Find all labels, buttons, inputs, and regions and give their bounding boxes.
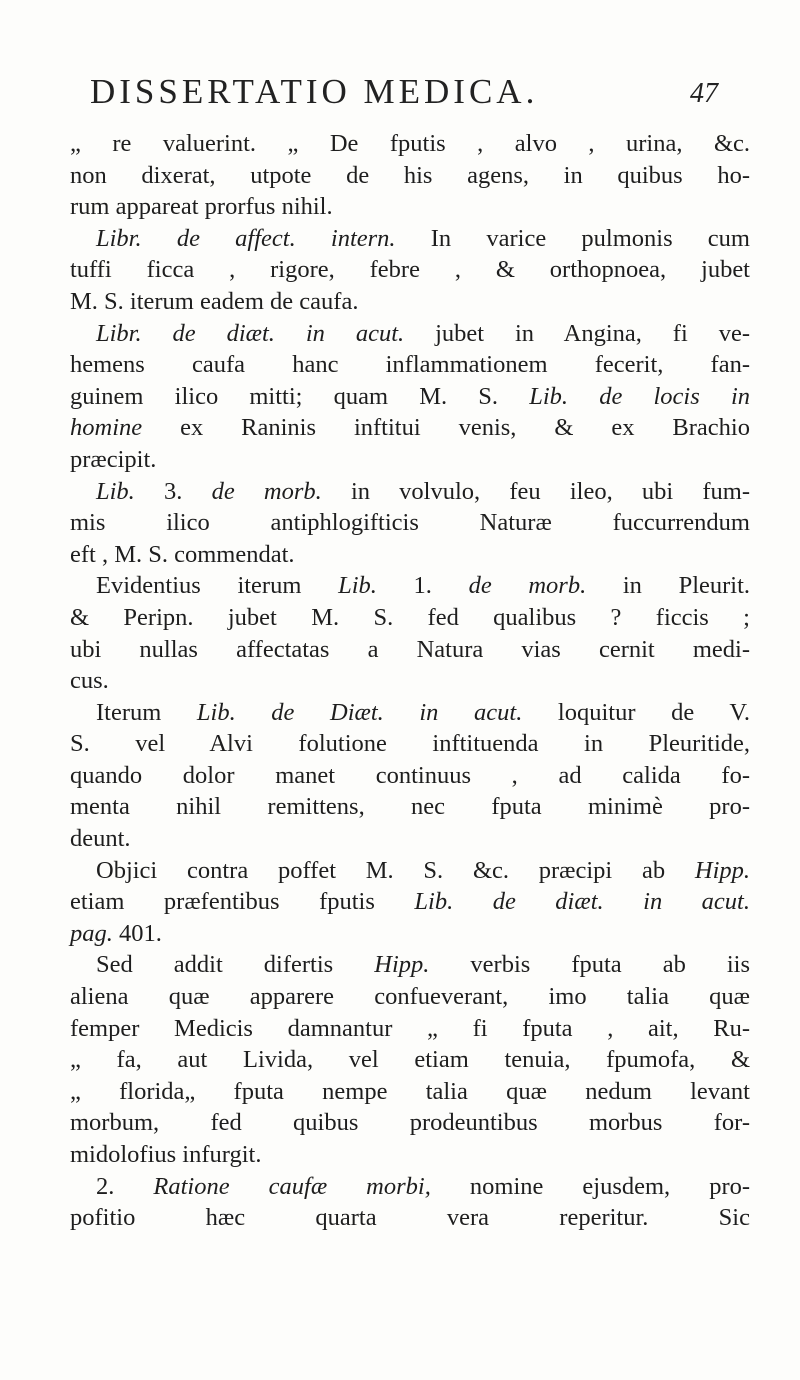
- text-segment: eft , M. S. commendat.: [70, 540, 295, 568]
- text-line: [70, 791, 750, 823]
- text-line: [70, 760, 750, 792]
- text-segment: nomine ejusdem, pro-: [430, 1172, 751, 1200]
- text-segment: rum appareat prorfus nihil.: [70, 193, 333, 221]
- text-line: [70, 286, 750, 318]
- text-segment: morbum, fed quibus prodeuntibus morbus for-: [70, 1109, 750, 1137]
- text-line: [70, 602, 750, 634]
- text-line: [70, 444, 750, 476]
- text-line: [70, 254, 750, 286]
- text-segment: „ fa, aut Livida, vel etiam tenuia, fpumofa, &: [70, 1046, 750, 1074]
- italic-text-segment: Lib.: [96, 477, 135, 505]
- italic-text-segment: Libr. de diæt. in acut.: [96, 319, 405, 347]
- text-line: [70, 1013, 750, 1045]
- body-text: [70, 128, 750, 1234]
- text-line: [70, 981, 750, 1013]
- text-line: [70, 1044, 750, 1076]
- text-segment: cus.: [70, 667, 109, 695]
- text-segment: 401.: [112, 919, 162, 947]
- italic-text-segment: Libr. de affect. intern.: [96, 224, 396, 252]
- text-line: [70, 1171, 750, 1203]
- text-segment: verbis fputa ab iis: [429, 951, 750, 979]
- text-line: [70, 634, 750, 666]
- text-line: [70, 539, 750, 571]
- text-line: [70, 570, 750, 602]
- text-segment: Evidentius iterum: [96, 572, 339, 600]
- italic-text-segment: Lib. de diæt. in acut.: [414, 888, 750, 916]
- italic-text-segment: pag.: [70, 919, 113, 947]
- text-line: [70, 128, 750, 160]
- text-line: [70, 191, 750, 223]
- text-segment: in volvulo, feu ileo, ubi fum-: [321, 477, 751, 505]
- text-segment: hemens caufa hanc inflammationem fecerit, fan-: [70, 351, 750, 379]
- text-segment: In varice pulmonis cum: [395, 224, 750, 252]
- text-segment: ex Raninis inftitui venis, & ex Brachio: [142, 414, 750, 442]
- text-segment: quando dolor manet continuus , ad calida fo-: [70, 761, 750, 789]
- text-line: [70, 665, 750, 697]
- page-number: 47: [690, 78, 718, 109]
- page-header: [0, 72, 800, 120]
- text-line: [70, 697, 750, 729]
- text-line: [70, 160, 750, 192]
- text-line: [70, 918, 750, 950]
- text-segment: M. S. iterum eadem de caufa.: [70, 287, 359, 315]
- text-line: [70, 1139, 750, 1171]
- text-line: [70, 223, 750, 255]
- text-line: [70, 412, 750, 444]
- italic-text-segment: de morb.: [468, 572, 587, 600]
- italic-text-segment: Lib. de Diæt. in acut.: [196, 698, 523, 726]
- text-segment: loquitur de V.: [522, 698, 751, 726]
- text-segment: „ florida„ fputa nempe talia quæ nedum levant: [70, 1077, 750, 1105]
- text-line: [70, 476, 750, 508]
- text-segment: midolofius infurgit.: [70, 1141, 262, 1168]
- running-title: DISSERTATIO MEDICA.: [90, 72, 539, 111]
- italic-text-segment: de morb.: [211, 477, 322, 505]
- text-segment: in Pleurit.: [586, 572, 751, 600]
- text-line: [70, 1076, 750, 1108]
- text-segment: 1.: [376, 572, 469, 600]
- text-segment: ubi nullas affectatas a Natura vias cernit medi-: [70, 635, 750, 663]
- text-line: [70, 728, 750, 760]
- text-segment: deunt.: [70, 825, 131, 853]
- italic-text-segment: Lib.: [338, 572, 377, 600]
- text-line: [70, 318, 750, 350]
- text-segment: aliena quæ apparere confueverant, imo talia quæ: [70, 983, 750, 1011]
- text-line: [70, 855, 750, 887]
- text-segment: Sed addit difertis: [96, 951, 375, 979]
- text-segment: guinem ilico mitti; quam M. S.: [70, 382, 530, 410]
- italic-text-segment: Hipp.: [694, 856, 750, 884]
- text-segment: 2.: [96, 1172, 154, 1200]
- text-segment: jubet in Angina, fi ve-: [404, 319, 750, 347]
- text-segment: non dixerat, utpote de his agens, in quibus ho-: [70, 161, 750, 189]
- text-segment: præcipit.: [70, 445, 157, 473]
- text-line: [70, 949, 750, 981]
- text-segment: Iterum: [96, 698, 197, 726]
- text-line: [70, 823, 750, 855]
- italic-text-segment: Hipp.: [374, 951, 430, 979]
- text-segment: Objici contra poffet M. S. &c. præcipi ab: [96, 856, 695, 884]
- text-line: [70, 507, 750, 539]
- text-segment: pofitio hæc quarta vera reperitur. Sic: [70, 1204, 750, 1232]
- text-segment: & Peripn. jubet M. S. fed qualibus ? ficcis ;: [70, 603, 750, 631]
- italic-text-segment: Ratione caufæ morbi,: [153, 1172, 431, 1200]
- text-line: [70, 1202, 750, 1234]
- text-line: [70, 886, 750, 918]
- text-line: [70, 349, 750, 381]
- italic-text-segment: homine: [70, 414, 143, 442]
- text-segment: etiam præfentibus fputis: [70, 888, 415, 916]
- text-segment: menta nihil remittens, nec fputa minimè pro-: [70, 793, 750, 821]
- text-segment: tuffi ficca , rigore, febre , & orthopnoea, jubet: [70, 256, 750, 284]
- text-segment: „ re valuerint. „ De fputis , alvo , urina, &c.: [70, 130, 750, 157]
- text-segment: 3.: [134, 477, 212, 505]
- text-line: [70, 1107, 750, 1139]
- text-segment: mis ilico antiphlogifticis Naturæ fuccurrendum: [70, 509, 750, 537]
- italic-text-segment: Lib. de locis in: [529, 382, 751, 410]
- text-segment: S. vel Alvi folutione inftituenda in Pleuritide,: [70, 730, 750, 758]
- text-segment: femper Medicis damnantur „ fi fputa , ait, Ru-: [70, 1014, 750, 1042]
- text-line: [70, 381, 750, 413]
